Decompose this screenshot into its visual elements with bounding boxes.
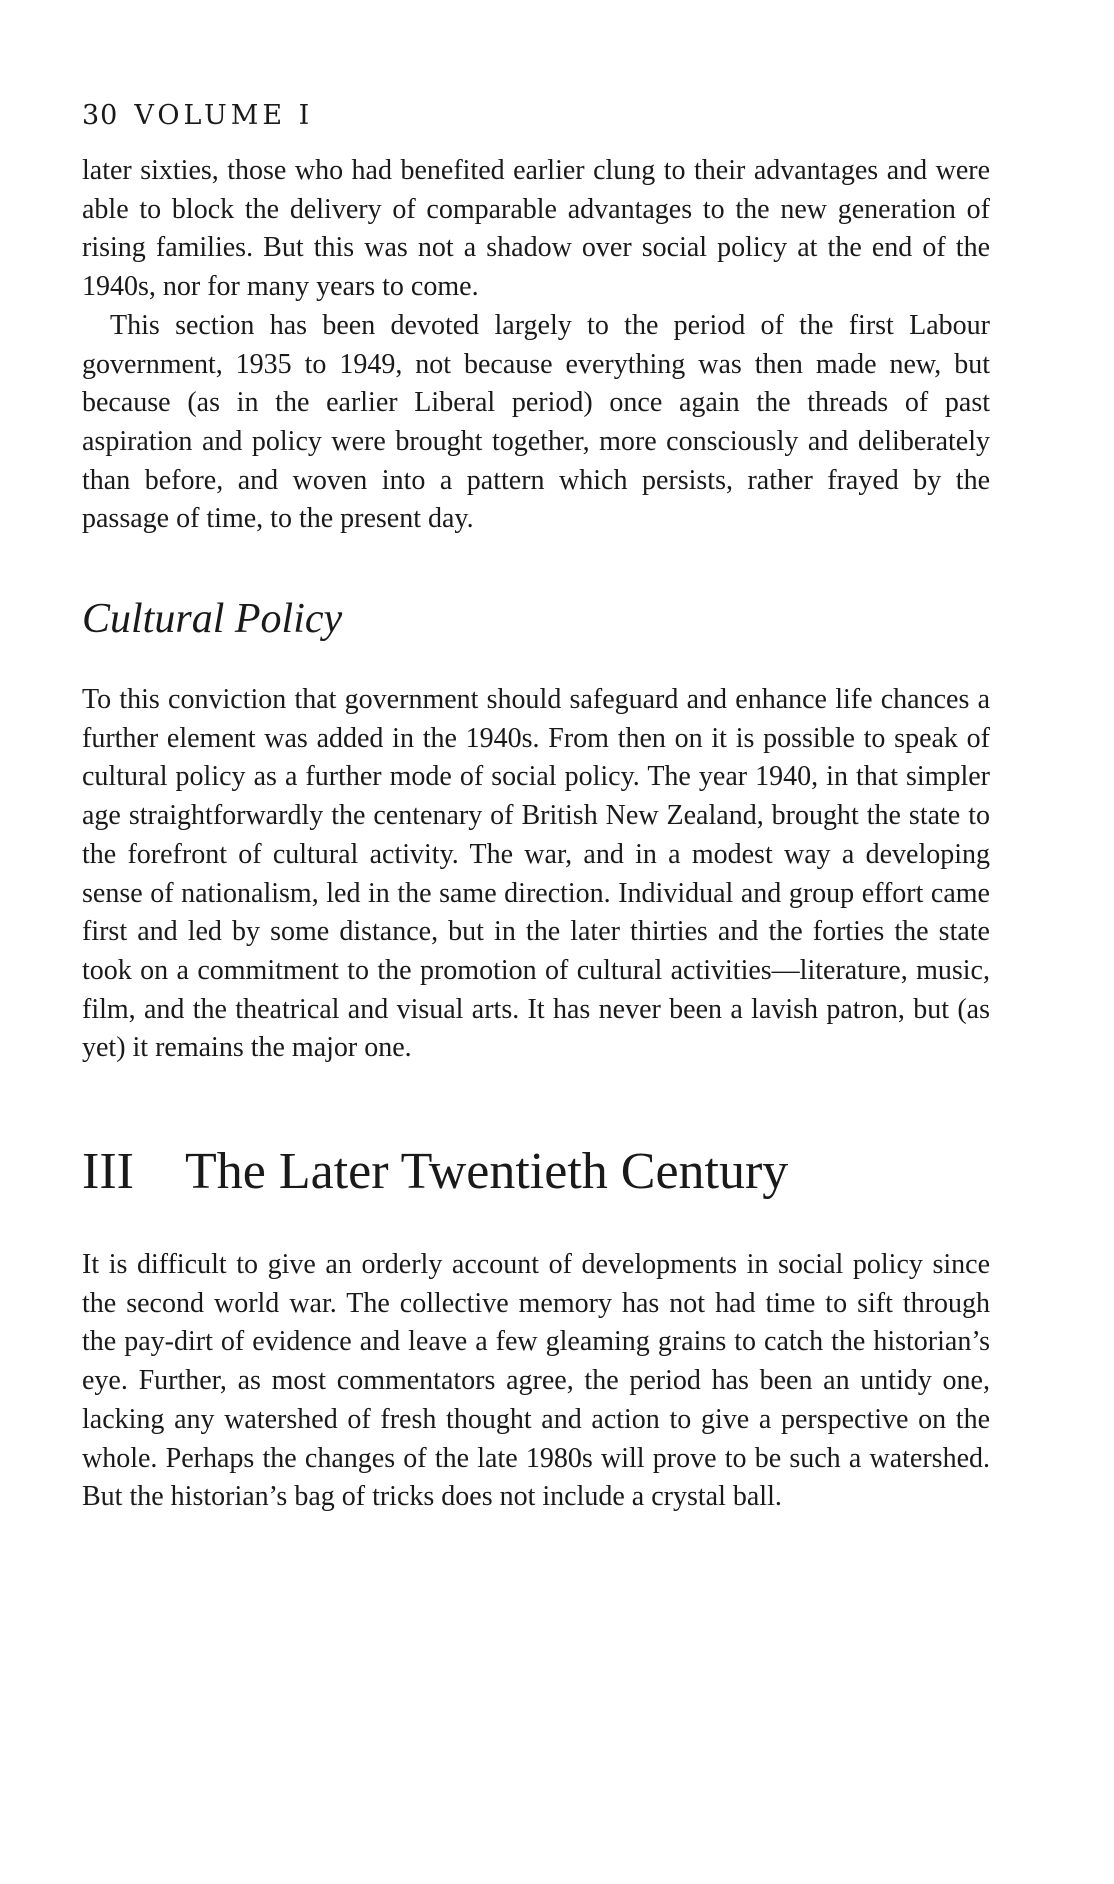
running-head [82, 100, 990, 132]
part-title: The Later Twentieth Century [185, 1143, 789, 1201]
part-heading [82, 1142, 990, 1202]
page-number: 30 [82, 100, 119, 131]
paragraph-cultural-policy: To this conviction that government should safeguard and enhance life chances a further element was added in the 1940s. From then on it is possible to speak of cultural policy as a further mode of social policy. The year 1940, in that simpler age straightforwardly the centenary of British New Zealand, brought the state to the forefront of cultural activity. The war, and in a modest way a developing sense of nationalism, led in the same direction. Individual and group effort came first and led by some distance, but in the later thirties and the forties the state took on a commitment to the promotion of cultural activities—literature, music, film, and the theatrical and visual arts. It has never been a lavish patron, but (as yet) it remains the major one. [82, 684, 990, 1064]
running-head-title: VOLUME I [134, 100, 314, 131]
section-heading-cultural-policy: Cultural Policy [82, 596, 343, 643]
paragraph-later-twentieth-century: It is difficult to give an orderly account of developments in social policy since the second world war. The collective memory has not had time to sift through the pay-dirt of evidence and leave a few gleaming grains to catch the historian’s eye. Further, as most commentators agree, the period has been an untidy one, lacking any watershed of fresh thought and action to give a perspective on the whole. Perhaps the changes of the late 1980s will prove to be such a watershed. But the historian’s bag of tricks does not include a crystal ball. [82, 1249, 990, 1513]
paragraph-labour-government: This section has been devoted largely to the period of the first Labour government, 1935 to 1949, not because everything was then made new, but because (as in the earlier Liberal period) once again the threads of past aspiration and policy were brought together, more consciously and deliberately than before, and woven into a pattern which persists, rather frayed by the passage of time, to the present day. [82, 309, 990, 535]
paragraph-continued: later sixties, those who had benefited earlier clung to their advantages and were able to block the delivery of comparable advantages to the new generation of rising families. But this was not a shadow over social policy at the end of the 1940s, nor for many years to come. [82, 155, 990, 303]
book-page [82, 100, 990, 1517]
part-numeral: III [82, 1143, 134, 1201]
